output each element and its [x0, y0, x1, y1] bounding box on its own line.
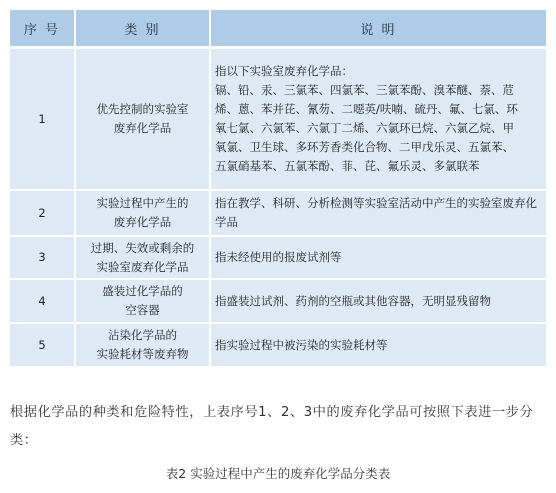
row-number: 4	[10, 278, 76, 322]
category-line: 优先控制的实验室	[96, 102, 189, 116]
table-row	[10, 46, 546, 189]
row-description	[211, 46, 546, 189]
row-number: 1	[10, 46, 76, 189]
header-description: 说 明	[211, 10, 546, 46]
category-line: 沾染化学品的	[108, 328, 177, 342]
category-line: 过期、失效或剩余的	[90, 240, 195, 255]
row-category	[76, 278, 211, 322]
waste-classification-table	[10, 10, 546, 366]
header-number: 序 号	[10, 10, 76, 46]
table-row	[10, 189, 546, 235]
row-number: 5	[10, 322, 76, 366]
table-row	[10, 278, 546, 322]
description-line: 氧氯、卫生球、多环芳香类化合物、二甲戊乐灵、五氯苯、	[215, 140, 514, 154]
description-line: 烯、蒽、苯并芘、氰芴、二噁英/呋喃、硫丹、氟、七氯、环	[215, 102, 518, 116]
table-header-row	[10, 10, 546, 46]
category-line: 空容器	[125, 303, 160, 317]
category-line: 废弃化学品	[113, 215, 172, 229]
description-line: 氧七氯、六氯苯、六氯丁二烯、六氯环已烷、六氯乙烷、甲	[215, 121, 514, 135]
description-line: 指实验过程中被污染的实验耗材等	[215, 337, 388, 352]
description-line: 指盛装过试剂、药剂的空瓶或其他容器，无明显残留物	[215, 293, 491, 308]
table-row	[10, 235, 546, 278]
description-line: 指未经使用的报废试剂等	[215, 250, 342, 264]
category-line: 实验耗材等废弃物	[96, 347, 189, 361]
row-category	[76, 322, 211, 366]
description-line: 指在教学、科研、分析检测等实验室活动中产生的实验室废弃化学品	[215, 196, 537, 229]
table-row	[10, 322, 546, 366]
row-number: 3	[10, 235, 76, 278]
category-line: 实验室废弃化学品	[96, 259, 189, 274]
category-line: 废弃化学品	[113, 121, 172, 135]
body-paragraph: 根据化学品的种类和危险特性，上表序号1、2、3中的废弃化学品可按照下表进一步分类：	[10, 405, 534, 448]
description-line: 镉、铅、汞、三氯苯、四氯苯、三氯苯酚、溴苯醚、萘、苊	[215, 83, 514, 97]
row-description	[211, 322, 546, 366]
header-category: 类 别	[76, 10, 211, 46]
row-category	[76, 189, 211, 235]
row-description	[211, 235, 546, 278]
row-description	[211, 189, 546, 235]
row-number: 2	[10, 189, 76, 235]
category-line: 实验过程中产生的	[96, 196, 189, 210]
table-caption: 表2 实验过程中产生的废弃化学品分类表	[165, 466, 391, 481]
category-line: 盛装过化学品的	[102, 284, 183, 298]
description-line: 五氯硝基苯、五氯苯酚、菲、芘、氟乐灵、多氯联苯	[215, 159, 480, 173]
table	[10, 10, 546, 366]
row-description	[211, 278, 546, 322]
description-line: 指以下实验室废弃化学品：	[215, 64, 353, 78]
row-category	[76, 46, 211, 189]
row-category	[76, 235, 211, 278]
